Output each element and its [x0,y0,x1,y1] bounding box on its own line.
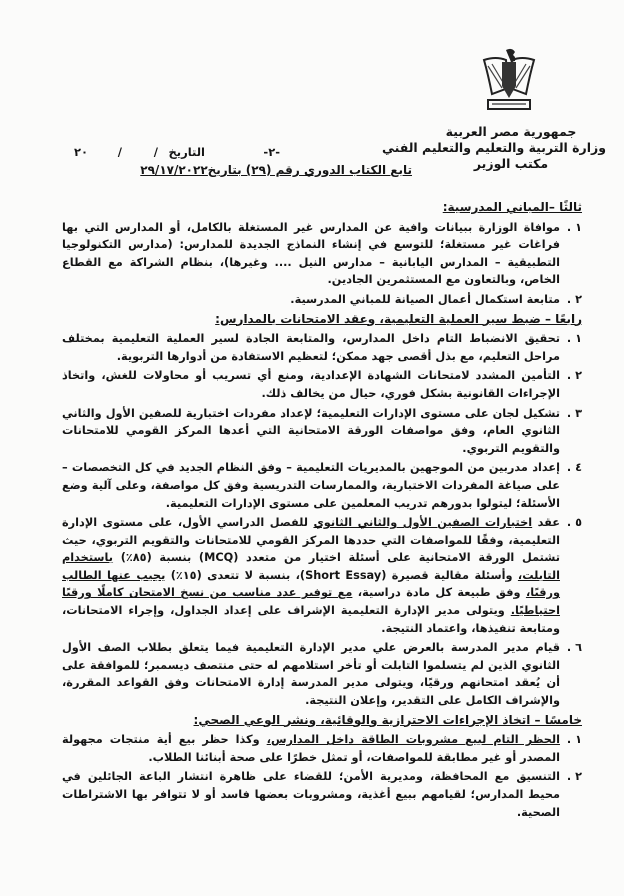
item-text: تحقيق الانضباط التام داخل المدارس، والمتابعة الجادة لسير العملية التعليمية بمختلف مراحل التعليم، مع بذل أقصى جهد ممكن؛ لتعظيم الاستفادة من أدوارها التربوية. [62,332,560,363]
item-number: ٥ . [566,516,582,530]
item-text: التنسيق مع المحافظة، ومديرية الأمن؛ للقضاء على ظاهرة انتشار الباعة الجائلين في محيط المدارس؛ لقيامهم ببيع أغذية، ومشروبات بعضها فاسد أو لا تتوافر بها الاشتراطات الصحية. [62,770,560,819]
item-text-underlined: اختبارات الصفين الأول والثاني الثانوي [313,516,533,530]
item-text: متابعة استكمال أعمال الصيانة للمباني المدرسية. [290,292,560,306]
header-country: جمهورية مصر العربية [445,124,577,139]
date-label: التاريخ [168,145,205,159]
page-number: -٢- [263,145,280,159]
date-separator-2: / [117,145,122,159]
section-title-health: خامسًا – اتخاذ الإجراءات الاحترازية والوقائية، ونشر الوعي الصحي: [193,712,582,727]
item-text: وفق طبيعة كل مادة دراسية، [352,586,526,600]
section-title-buildings: ثالثًا –المباني المدرسية: [442,200,582,214]
item-text: وأسئلة مقالية قصيرة (Short Essay)، بنسبة لا تتعدى (١٥٪) [165,568,518,582]
item-text: ويتولى مدير الإدارة التعليمية الإشراف على إعداد الجداول، وإجراء الامتحانات، ومتابعة تنفيذها، واعتماد النتيجة. [62,604,560,635]
document-body [62,198,582,823]
item-number: ١ . [566,220,582,234]
item-text: وكذا حظر بيع أية منتجات مجهولة المصدر أو غير مطابقة للمواصفات، أو تمثل خطرًا على صحة أبنائنا الطلاب. [62,733,560,764]
item-number: ٢ . [566,369,582,383]
item-number: ٤ . [566,461,582,475]
item-number: ١ . [566,332,582,346]
item-text: للفصل الدراسي الأول، على مستوى الإدارة التعليمية، وفقًا للمواصفات التي حددها المركز القومي للامتحانات والتقويم التربوي، حيث تشتمل الورقة الامتحانية على أسئلة اختيار من متعدد (MCQ) بنسبة (٨٥٪) [62,516,560,565]
item-number: ٦ . [566,641,582,655]
item-text: إعداد مدربين من الموجهين بالمديريات التعليمية – وفق النظام الجديد في كل التخصصات – على صياغة المفردات الاختبارية، والممارسات التدريسية وفق كل مواصفة، وعلى آلية وضع الأسئلة؛ ليتولوا بدورهم تدريب المعلمين على مستوى الإدارات التعليمية. [62,461,560,510]
item-text: قيام مدير المدرسة بالعرض علي مدير الإدارة التعليمية فيما يتعلق بطلاب الصف الأول الثانوي الذين لم يتسلموا التابلت أو تأخر استلامهم له حتى منتصف ديسمبر؛ للموافقة على أن يُعقد امتحانهم ورقيًا، ويتولى مدير المدرسة إدارة الامتحانات وفق القواعد المقررة، والإشراف الكامل على التقدير، وإعلان النتيجة. [62,641,560,708]
header-ministry: وزارة التربية والتعليم والتعليم الفني [381,140,606,155]
item-text-underlined: باستخدام التابلت، [62,551,560,582]
item-number: ٢ . [566,770,582,784]
item-text: موافاة الوزارة ببيانات وافية عن المدارس غير المستغلة بالكامل، أو المدارس التي بها فراغات غير مستغلة؛ للتوسع في إنشاء النماذج الجديدة للمدارس: (مدارس التكنولوجيا التطبيقية – المدارس اليابانية – مدارس النيل .... وغيرها)، بنظام الشراكة مع القطاع الخاص، وبالتعاون مع المستثمرين الجادين. [62,220,560,287]
list-item [62,514,582,637]
egypt-eagle-emblem-icon [480,46,538,116]
item-text-underlined: الحظر التام لبيع مشروبات الطاقة داخل المدارس، [266,733,560,747]
date-year: ٢٠ [73,145,88,159]
list-item [62,459,582,512]
circular-reference: تابع الكتاب الدوري رقم (٢٩) بتاريخ٢٩/١٧/٢٠٢٢ [140,163,412,177]
item-number: ٢ . [566,292,582,306]
section-title-exams: رابعًا – ضبط سير العملية التعليمية، وعقد الامتحانات بالمدارس: [215,311,582,326]
list-item [62,219,582,289]
list-item [62,639,582,709]
header-office: مكتب الوزير [473,156,549,171]
date-separator-1: / [153,145,158,159]
item-text-underlined: يجيب عنها الطالب ورقيًا، [62,568,561,600]
item-number: ٣ . [566,406,582,420]
list-item [62,367,582,402]
item-text: عقد [532,516,561,530]
ministry-header [381,124,606,172]
list-item [62,731,582,766]
item-text: التأمين المشدد لامتحانات الشهادة الإعدادية، ومنع أي تسريب أو محاولات للغش، واتخاذ الإجراءات القانونية بشكل فوري، حيال من يخالف ذلك. [62,369,560,400]
item-number: ١ . [566,733,582,747]
list-item [62,405,582,458]
item-text: تشكيل لجان على مستوى الإدارات التعليمية؛ لإعداد مفردات اختبارية للصفين الأول والثاني الثانوي العام، وفق مواصفات الورقة الامتحانية التي أعدها المركز القومي للامتحانات والتقويم التربوي. [62,406,560,455]
item-text-underlined: مع توفير عدد مناسب من نسخ الامتحان كاملًا ورقيًا احتياطيًا. [62,586,560,618]
list-item [62,291,582,309]
list-item [62,768,582,821]
list-item [62,330,582,365]
